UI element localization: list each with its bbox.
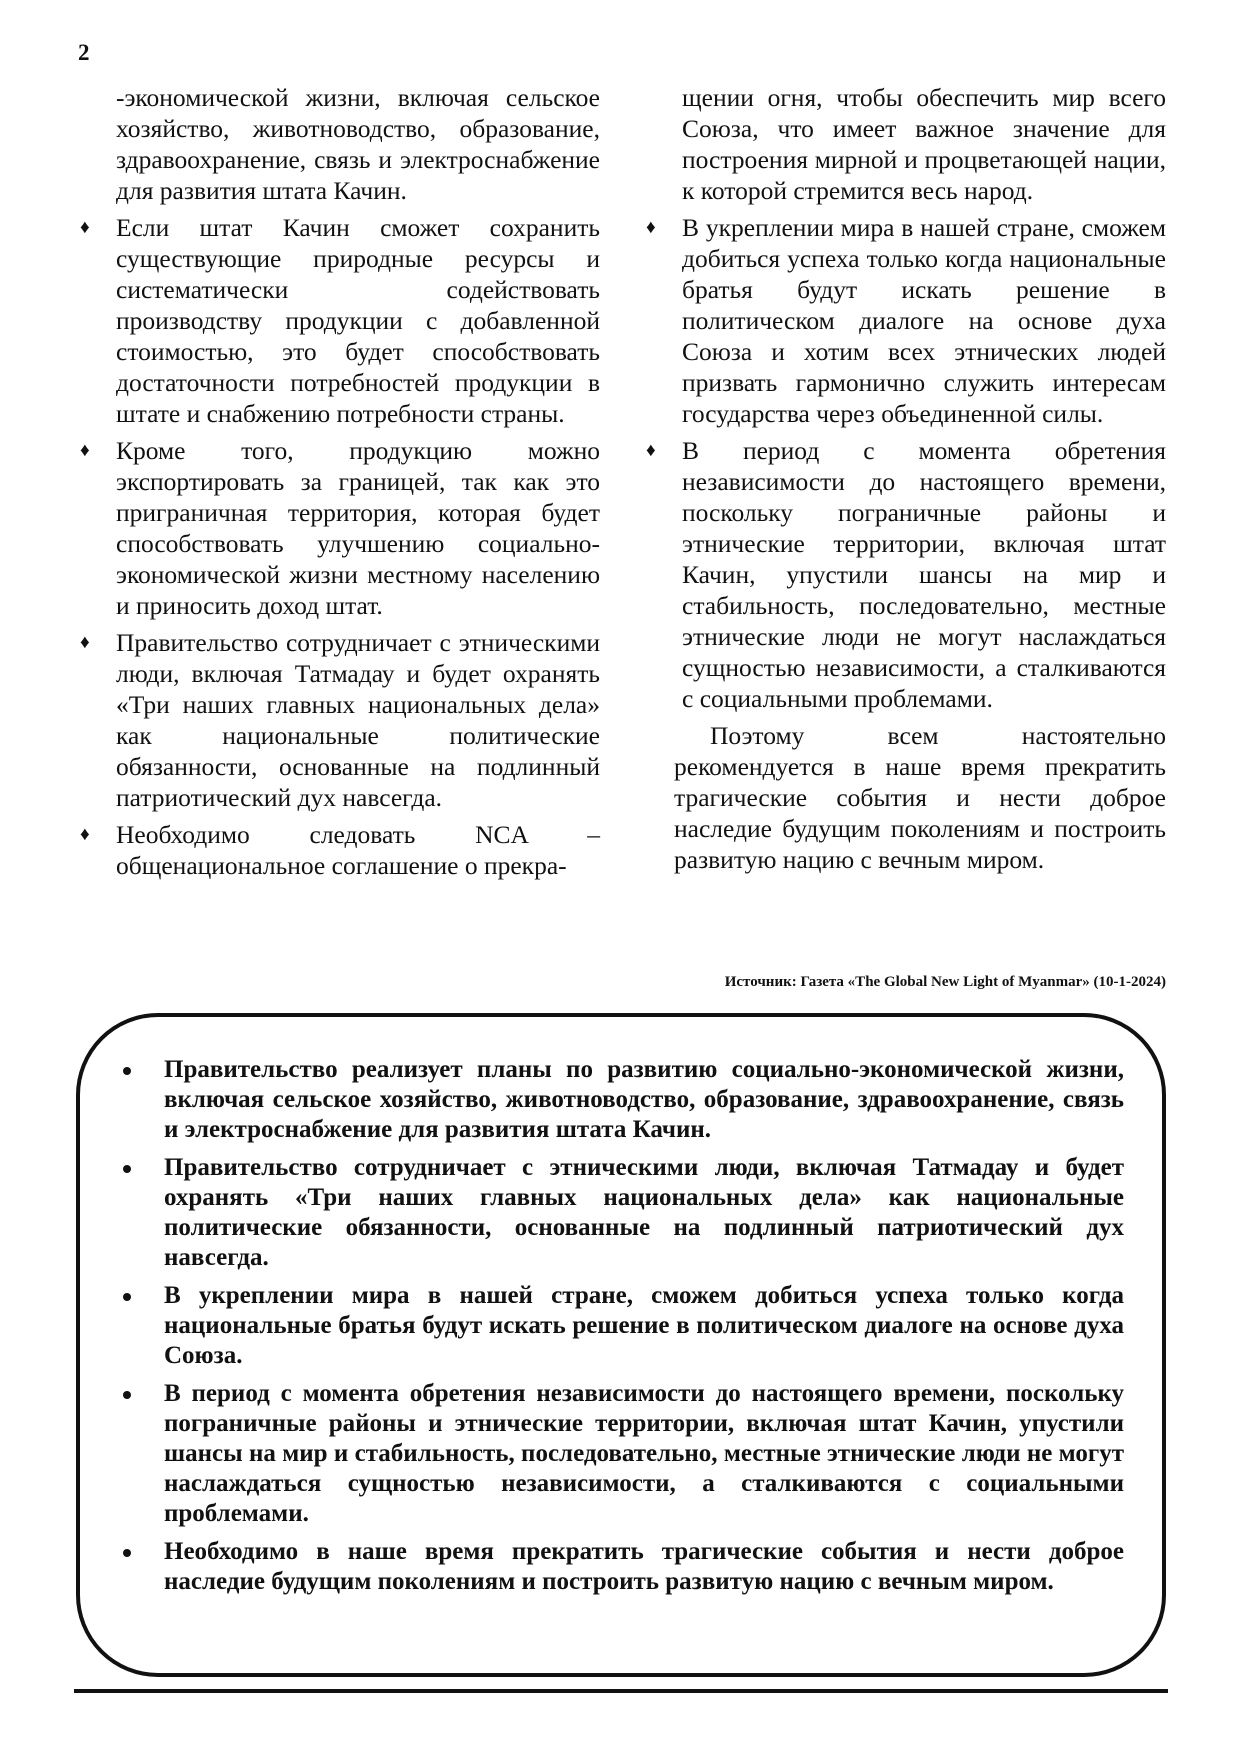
summary-item-text: Правительство сотрудничает с этническими люди, включая Татмадау и будет охранять «Три наших главных национальных дела» как национальные политические обязанности, основанные на подлинный патриотический дух навсегда. [164, 1154, 1124, 1271]
left-bullet-item [78, 435, 600, 621]
diamond-bullet-icon: ♦ [80, 824, 90, 845]
right-column [644, 82, 1166, 881]
summary-item [108, 1153, 1124, 1273]
left-bullet-text: Если штат Качин сможет сохранить существующие природные ресурсы и систематически содействовать производству продукции с добавленной стоимостью, это будет способствовать достаточности потребностей продукции в штате и снабжению потребности страны. [116, 213, 600, 428]
diamond-bullet-icon: ♦ [646, 217, 656, 238]
summary-item-text: Правительство реализует планы по развитию социально-экономической жизни, включая сельское хозяйство, животноводство, образование, здравоохранение, связь и электроснабжение для развития штата Качин. [164, 1056, 1124, 1143]
summary-box [76, 1013, 1166, 1677]
left-continuation-text: -экономической жизни, включая сельское хозяйство, животноводство, образование, здравоохранение, связь и электроснабжение для развития штата Качин. [116, 83, 600, 205]
closing-paragraph: Поэтому всем настоятельно рекомендуется в наше время прекратить трагические события и нести доброе наследие будущим поколениям и построить развитую нацию с вечным миром. [674, 721, 1166, 874]
round-bullet-icon [123, 1391, 131, 1399]
summary-item [108, 1379, 1124, 1529]
left-bullet-text: Кроме того, продукцию можно экспортировать за границей, так как это приграничная территория, которая будет способствовать улучшению социально-экономической жизни местному населению и приносить доход штат. [116, 436, 600, 620]
round-bullet-icon [123, 1293, 131, 1301]
summary-item [108, 1537, 1124, 1597]
summary-item [108, 1055, 1124, 1145]
right-continuation-text: щении огня, чтобы обеспечить мир всего Союза, что имеет важное значение для построения мирной и процветающей нации, к которой стремится весь народ. [682, 83, 1166, 205]
left-bullet-item [78, 212, 600, 429]
right-bullet-text: В период с момента обретения независимости до настоящего времени, поскольку пограничные районы и этнические территории, включая штат Качин, упустили шансы на мир и стабильность, последовательно, местные этнические люди не могут наслаждаться сущностью независимости, а сталкиваются с социальными проблемами. [682, 436, 1166, 713]
summary-item-text: В период с момента обретения независимости до настоящего времени, поскольку пограничные районы и этнические территории, включая штат Качин, упустили шансы на мир и стабильность, последовательно, местные этнические люди не могут наслаждаться сущностью независимости, а сталкиваются с социальными проблемами. [164, 1380, 1124, 1527]
bottom-rule [74, 1689, 1168, 1693]
page-number: 2 [78, 40, 90, 65]
diamond-bullet-icon: ♦ [80, 217, 90, 238]
diamond-bullet-icon: ♦ [80, 440, 90, 461]
summary-item-text: Необходимо в наше время прекратить трагические события и нести доброе наследие будущим поколениям и построить развитую нацию с вечным миром. [164, 1538, 1124, 1595]
left-bullet-item [78, 819, 600, 881]
summary-item [108, 1281, 1124, 1371]
round-bullet-icon [123, 1067, 131, 1075]
round-bullet-icon [123, 1165, 131, 1173]
diamond-bullet-icon: ♦ [646, 440, 656, 461]
right-bullet-text: В укреплении мира в нашей стране, сможем добиться успеха только когда национальные братья будут искать решение в политическом диалоге на основе духа Союза и хотим всех этнических людей призвать гармонично служить интересам государства через объединенной силы. [682, 213, 1166, 428]
summary-list [108, 1055, 1124, 1605]
right-bullet-item [644, 435, 1166, 714]
left-bullet-item [78, 627, 600, 813]
source-citation: Источник: Газета «The Global New Light of Myanmar» (10-1-2024) [724, 974, 1166, 990]
left-bullet-text: Необходимо следовать NCA – общенациональное соглашение о прекра- [116, 820, 600, 880]
left-column [78, 82, 600, 887]
left-bullet-text: Правительство сотрудничает с этническими люди, включая Татмадау и будет охранять «Три наших главных национальных дела» как национальные политические обязанности, основанные на подлинный патриотический дух навсегда. [116, 628, 600, 812]
diamond-bullet-icon: ♦ [80, 632, 90, 653]
round-bullet-icon [123, 1549, 131, 1557]
summary-item-text: В укреплении мира в нашей стране, сможем добиться успеха только когда национальные братья будут искать решение в политическом диалоге на основе духа Союза. [164, 1282, 1124, 1369]
right-bullet-item [644, 212, 1166, 429]
